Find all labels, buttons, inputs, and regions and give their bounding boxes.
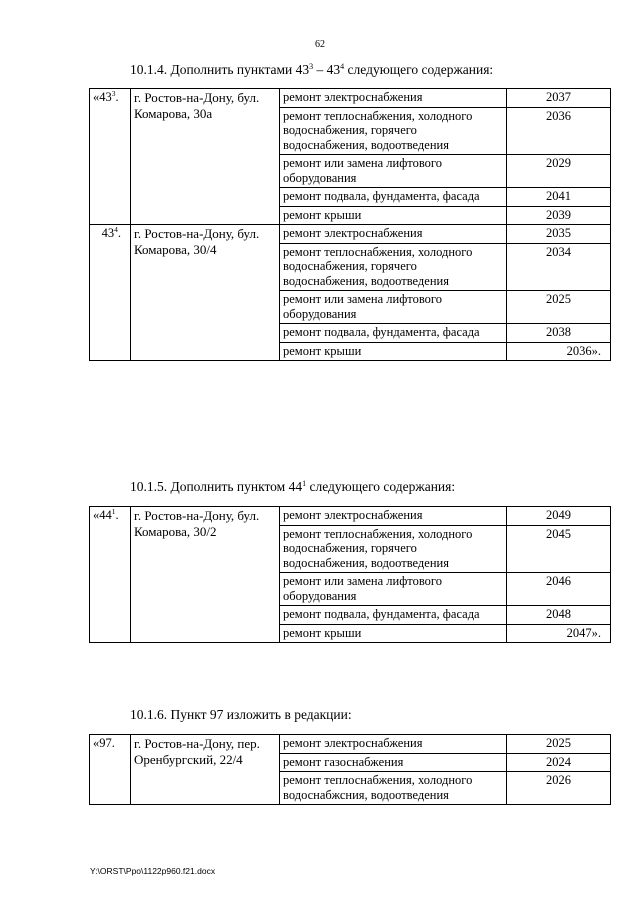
work-type-cell: ремонт теплоснабжения, холодного водоснабжения, горячего водоснабжения, водоотведения [280,525,507,573]
item-number-cell [90,89,131,225]
address-cell: г. Ростов-на-Дону, бул. Комарова, 30а [131,89,280,225]
section-heading-10-1-5 [130,479,455,495]
work-type-cell: ремонт или замена лифтового оборудования [280,573,507,606]
heading-text: 10.1.5. Дополнить пунктом 44 [130,479,303,494]
work-type-cell: ремонт электроснабжения [280,735,507,754]
year-cell: 2025 [507,735,611,754]
work-type-cell: ремонт крыши [280,624,507,643]
year-cell: 2034 [507,243,611,291]
year-cell: 2029 [507,155,611,188]
work-type-cell: ремонт электроснабжения [280,507,507,526]
item-number: «97. [93,736,115,750]
repair-schedule-table-3 [89,734,611,805]
address-cell: г. Ростов-на-Дону, пер. Оренбургский, 22/4 [131,735,280,805]
item-number-superscript: 1 [111,507,116,516]
item-number: «44 [93,508,112,522]
heading-text: – 43 [313,62,341,77]
work-type-cell: ремонт теплоснабжения, холодного водоснабжсния, водоотведения [280,772,507,805]
year-cell: 2041 [507,188,611,207]
heading-text: следующего содержания: [306,479,456,494]
work-type-cell: ремонт электроснабжения [280,225,507,244]
item-number-suffix: . [115,90,119,104]
work-type-cell: ремонт подвала, фундамента, фасада [280,606,507,625]
year-cell: 2038 [507,324,611,343]
year-cell: 2035 [507,225,611,244]
section-heading-10-1-6 [130,707,352,723]
footer-file-path: Y:\ORST\Ppo\1122p960.f21.docx [90,866,216,876]
work-type-cell: ремонт подвала, фундамента, фасада [280,188,507,207]
year-cell: 2025 [507,291,611,324]
heading-text: следующего содержания: [344,62,494,77]
section-heading-10-1-4 [130,62,493,78]
item-number-cell [90,507,131,643]
address-cell: г. Ростов-на-Дону, бул. Комарова, 30/2 [131,507,280,643]
work-type-cell: ремонт крыши [280,206,507,225]
table-row [90,735,611,754]
year-cell: 2037 [507,89,611,108]
item-number-superscript: 3 [111,89,116,98]
year-cell: 2045 [507,525,611,573]
table-row [90,507,611,526]
heading-superscript: 4 [340,62,345,71]
heading-superscript: 1 [302,479,307,488]
heading-superscript: 3 [309,62,314,71]
item-number-suffix: . [115,508,119,522]
item-number-cell [90,225,131,361]
item-number-cell [90,735,131,805]
year-cell: 2026 [507,772,611,805]
work-type-cell: ремонт теплоснабжения, холодного водоснабжения, горячего водоснабжения, водоотведения [280,107,507,155]
repair-schedule-table-1 [89,88,611,361]
year-cell: 2024 [507,753,611,772]
work-type-cell: ремонт или замена лифтового оборудования [280,155,507,188]
address-cell: г. Ростов-на-Дону, бул. Комарова, 30/4 [131,225,280,361]
work-type-cell: ремонт электроснабжения [280,89,507,108]
work-type-cell: ремонт подвала, фундамента, фасада [280,324,507,343]
year-cell: 2036». [507,342,611,361]
work-type-cell: ремонт теплоснабжения, холодного водоснабжения, горячего водоснабжения, водоотведения [280,243,507,291]
item-number-suffix: . [117,226,121,240]
year-cell: 2039 [507,206,611,225]
year-cell: 2048 [507,606,611,625]
year-cell: 2046 [507,573,611,606]
work-type-cell: ремонт крыши [280,342,507,361]
page-number: 62 [315,39,325,50]
repair-schedule-table-2 [89,506,611,643]
item-number: 43 [101,226,115,240]
year-cell: 2049 [507,507,611,526]
work-type-cell: ремонт газоснабжения [280,753,507,772]
item-number: «43 [93,90,112,104]
year-cell: 2036 [507,107,611,155]
table-row [90,225,611,244]
table-row [90,89,611,108]
year-cell: 2047». [507,624,611,643]
heading-text: 10.1.6. Пункт 97 изложить в редакции: [130,707,352,722]
item-number-superscript: 4 [114,225,118,234]
heading-text: 10.1.4. Дополнить пунктами 43 [130,62,310,77]
work-type-cell: ремонт или замена лифтового оборудования [280,291,507,324]
